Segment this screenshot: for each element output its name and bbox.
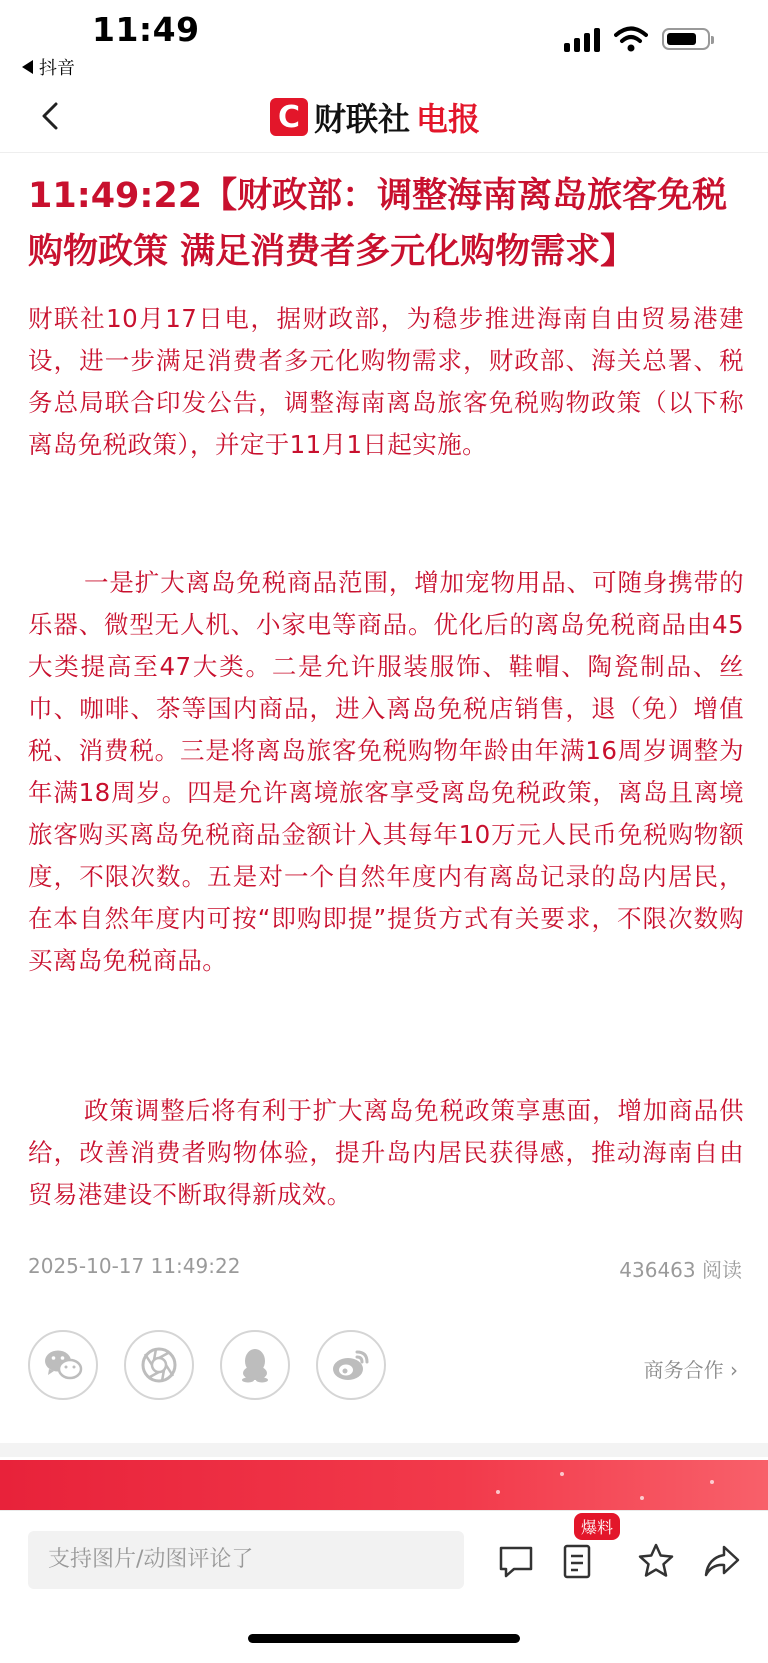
brand-name: 财联社: [314, 100, 411, 138]
article-paragraph-2: 一是扩大离岛免税商品范围，增加宠物用品、可随身携带的乐器、微型无人机、小家电等商品。优化后的离岛免税商品由45大类提高至47大类。二是允许服装服饰、鞋帽、陶瓷制品、丝巾、咖啡、茶等国内商品，进入离岛免税店销售，退（免）增值税、消费税。三是将离岛旅客免税购物年龄由年满16周岁调整为年满18周岁。四是允许离境旅客享受离岛免税政策，离岛且离境旅客购买离岛免税商品金额计入其每年10万元人民币免税购物额度，不限次数。五是对一个自然年度内有离岛记录的岛内居民，在本自然年度内可按“即购即提”提货方式有关要求，不限次数购买离岛免税商品。: [28, 568, 744, 975]
share-weibo-button[interactable]: [316, 1330, 386, 1400]
promo-banner[interactable]: [0, 1460, 768, 1512]
qq-icon: [238, 1346, 272, 1384]
brand-section: 电报: [416, 100, 481, 138]
star-icon[interactable]: [636, 1541, 676, 1581]
moments-icon: [139, 1345, 179, 1385]
wifi-icon: [614, 26, 648, 52]
home-indicator[interactable]: [248, 1634, 520, 1643]
back-app-label: 抖音: [39, 58, 75, 79]
comment-input[interactable]: 支持图片/动图评论了: [28, 1531, 464, 1589]
back-to-app-link[interactable]: [22, 54, 75, 80]
publish-date: 2025-10-17 11:49:22: [28, 1254, 241, 1278]
share-moments-button[interactable]: [124, 1330, 194, 1400]
report-badge: 爆料: [574, 1513, 620, 1540]
business-cooperation-link[interactable]: 商务合作 ›: [643, 1358, 738, 1382]
back-triangle-icon: [22, 60, 33, 74]
article-headline: 11:49:22【财政部：调整海南离岛旅客免税购物政策 满足消费者多元化购物需求】: [28, 176, 728, 272]
comment-icon[interactable]: [496, 1541, 536, 1581]
section-divider: [0, 1443, 768, 1457]
status-time: 11:49: [92, 10, 200, 49]
share-wechat-button[interactable]: [28, 1330, 98, 1400]
article-paragraph-1: 财联社10月17日电，据财政部，为稳步推进海南自由贸易港建设，进一步满足消费者多元化购物需求，财政部、海关总署、税务总局联合印发公告，调整海南离岛旅客免税购物政策（以下称离岛免税政策），并定于11月1日起实施。: [28, 304, 744, 459]
article-paragraph-3: 政策调整后将有利于扩大离岛免税政策享惠面，增加商品供给，改善消费者购物体验，提升岛内居民获得感，推动海南自由贸易港建设不断取得新成效。: [28, 1096, 744, 1209]
read-count: 436463 阅读: [619, 1258, 742, 1282]
share-qq-button[interactable]: [220, 1330, 290, 1400]
report-icon[interactable]: [558, 1541, 598, 1581]
share-row: [28, 1330, 386, 1400]
brand-logo: C: [270, 98, 308, 136]
status-bar: [0, 0, 768, 88]
weibo-icon: [330, 1347, 372, 1383]
battery-icon: [662, 28, 710, 50]
cellular-signal-icon: [564, 26, 600, 52]
back-chevron-icon[interactable]: [32, 96, 72, 136]
status-icons: [564, 26, 710, 52]
nav-bar: [0, 88, 768, 153]
share-icon[interactable]: [702, 1541, 742, 1581]
wechat-icon: [43, 1348, 83, 1382]
brand-title: [270, 94, 480, 140]
